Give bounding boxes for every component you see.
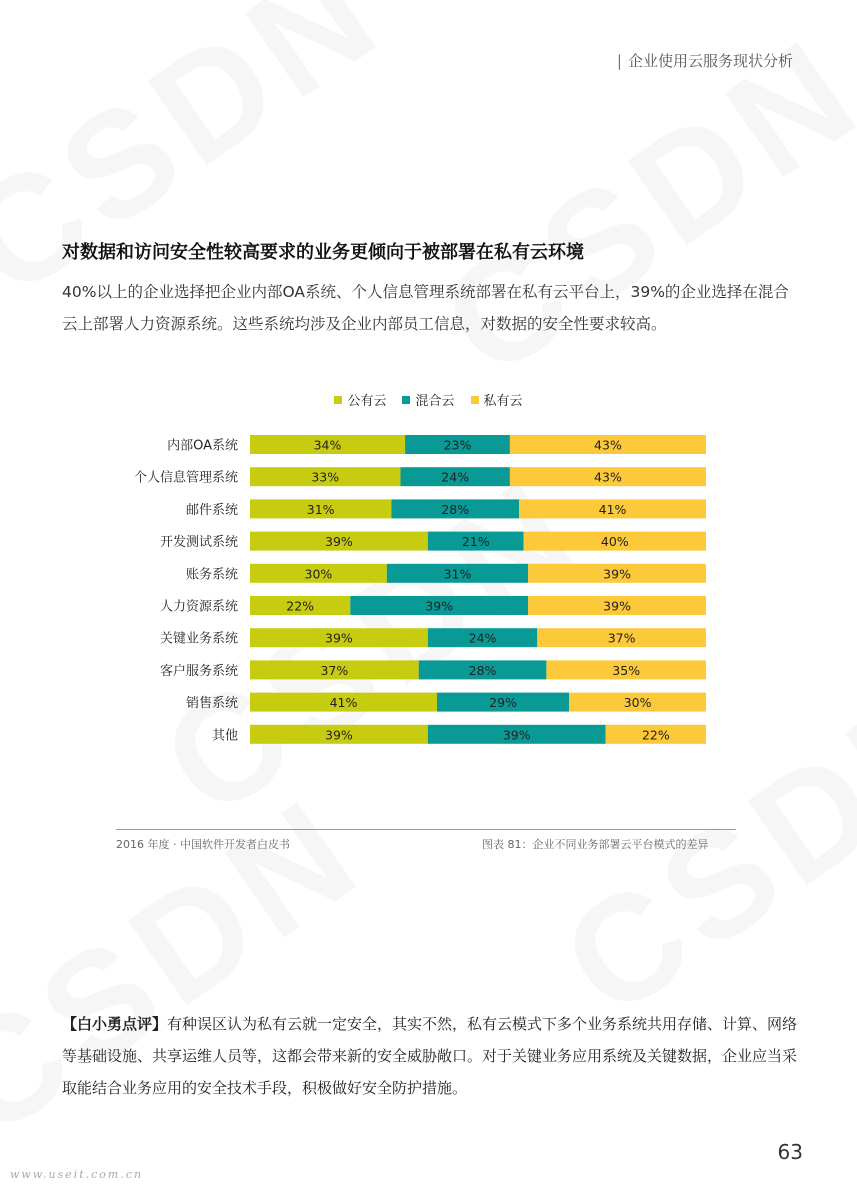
figure-caption: 图表 81：企业不同业务部署云平台模式的差异 xyxy=(482,838,709,851)
category-label: 客户服务系统 xyxy=(159,663,238,679)
data-label: 40% xyxy=(600,534,629,550)
data-label: 39% xyxy=(502,727,531,743)
footer-divider xyxy=(116,829,736,830)
commentary-tag: 【白小勇点评】 xyxy=(62,1015,168,1033)
legend-swatch-private xyxy=(471,396,479,404)
footer-source: 2016 年度 · 中国软件开发者白皮书 xyxy=(116,838,290,851)
legend-label-private: 私有云 xyxy=(483,394,523,409)
data-label: 31% xyxy=(443,566,472,582)
header-title: 企业使用云服务现状分析 xyxy=(627,52,793,70)
data-label: 41% xyxy=(598,501,627,517)
data-label: 39% xyxy=(603,566,631,582)
data-label: 33% xyxy=(311,469,340,485)
category-label: 内部OA系统 xyxy=(167,438,238,454)
legend-label-hybrid: 混合云 xyxy=(415,394,455,409)
data-label: 37% xyxy=(320,662,349,678)
data-label: 30% xyxy=(623,695,652,711)
data-label: 30% xyxy=(304,566,333,582)
commentary-text: 有种误区认为私有云就一定安全，其实不然，私有云模式下多个业务系统共用存储、计算、网络等基础设施、共享运维人员等，这都会带来新的安全威胁敞口。对于关键业务应用系统及关键数据，企业应当采取能结合业务应用的安全技术手段，积极做好安全防护措施。 xyxy=(62,1015,798,1097)
page-header xyxy=(617,50,793,71)
data-label: 24% xyxy=(441,469,470,485)
data-label: 39% xyxy=(325,534,353,550)
commentary xyxy=(62,1008,802,1104)
section-title: 对数据和访问安全性较高要求的业务更倾向于被部署在私有云环境 xyxy=(62,242,584,263)
category-label: 开发测试系统 xyxy=(159,535,238,551)
data-label: 39% xyxy=(603,598,631,614)
data-label: 39% xyxy=(425,598,454,614)
site-url: www.useit.com.cn xyxy=(10,1168,144,1181)
data-label: 34% xyxy=(313,437,342,453)
category-label: 销售系统 xyxy=(185,696,238,712)
data-label: 28% xyxy=(468,662,497,678)
category-label: 关键业务系统 xyxy=(159,631,238,647)
data-label: 31% xyxy=(306,501,335,517)
data-label: 37% xyxy=(607,630,636,646)
data-label: 29% xyxy=(489,695,517,711)
data-label: 39% xyxy=(325,630,353,646)
data-label: 22% xyxy=(641,727,670,743)
category-label: 个人信息管理系统 xyxy=(133,470,238,486)
data-label: 21% xyxy=(461,534,490,550)
data-label: 43% xyxy=(594,469,622,485)
data-label: 23% xyxy=(443,437,472,453)
category-label: 账务系统 xyxy=(185,567,238,583)
legend-item-private xyxy=(471,390,523,409)
data-label: 39% xyxy=(325,727,353,743)
stacked-bar-chart xyxy=(0,420,857,760)
legend-swatch-hybrid xyxy=(402,396,410,404)
header-separator: | xyxy=(616,52,622,70)
page-number: 63 xyxy=(777,1140,803,1164)
legend-item-public xyxy=(334,390,386,409)
watermark xyxy=(0,762,393,1170)
category-label: 其他 xyxy=(211,728,238,744)
legend-label-public: 公有云 xyxy=(347,394,387,409)
data-label: 43% xyxy=(594,437,622,453)
data-label: 41% xyxy=(329,695,358,711)
data-label: 24% xyxy=(468,630,497,646)
legend-item-hybrid xyxy=(402,390,454,409)
data-label: 28% xyxy=(441,501,470,517)
legend-swatch-public xyxy=(334,396,342,404)
category-label: 人力资源系统 xyxy=(159,599,238,615)
intro-paragraph: 40%以上的企业选择把企业内部OA系统、个人信息管理系统部署在私有云平台上，39%的企业选择在混合云上部署人力资源系统。这些系统均涉及企业内部员工信息，对数据的安全性要求较高。 xyxy=(62,283,789,333)
chart-legend xyxy=(0,390,857,409)
data-label: 35% xyxy=(612,662,641,678)
category-label: 邮件系统 xyxy=(185,502,238,518)
data-label: 22% xyxy=(286,598,315,614)
